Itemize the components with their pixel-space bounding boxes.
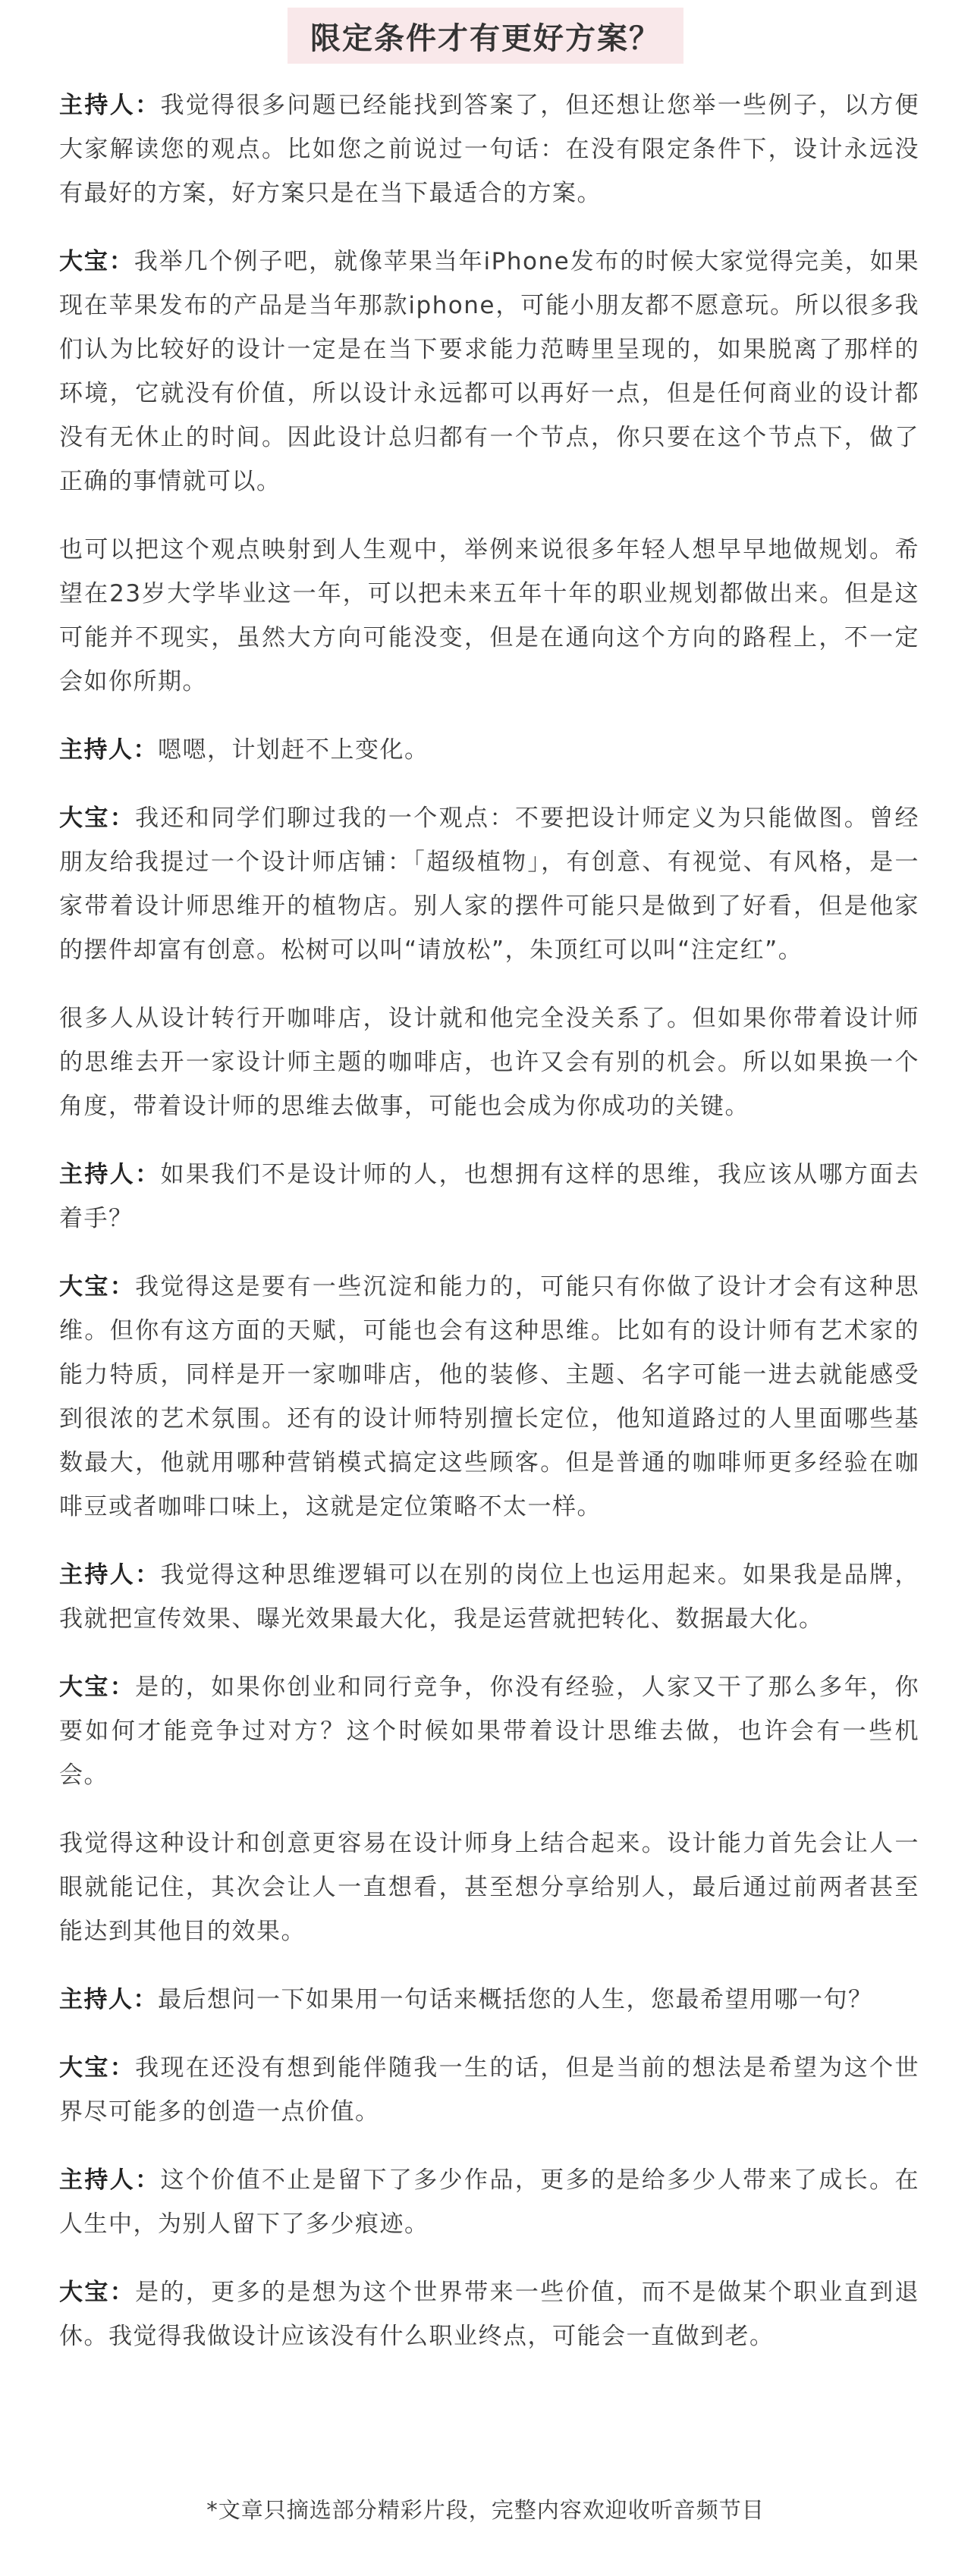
speaker-label: 大宝： (59, 2279, 136, 2306)
paragraph (59, 2158, 919, 2246)
paragraph-text: 如果我们不是设计师的人，也想拥有这样的思维，我应该从哪方面去着手？ (59, 1161, 919, 1232)
paragraph (59, 83, 919, 215)
paragraph (59, 240, 919, 504)
paragraph-text: 我举几个例子吧，就像苹果当年iPhone发布的时候大家觉得完美，如果现在苹果发布的产品是当年那款iphone，可能小朋友都不愿意玩。所以很多我们认为比较好的设计一定是在当下要求能力范畴里呈现的，如果脱离了那样的环境，它就没有价值，所以设计永远都可以再好一点，但是任何商业的设计都没有无休止的时间。因此设计总归都有一个节点，你只要在这个节点下，做了正确的事情就可以。 (59, 248, 920, 495)
paragraph-text: 是的，如果你创业和同行竞争，你没有经验，人家又干了那么多年，你要如何才能竞争过对方？这个时候如果带着设计思维去做，也许会有一些机会。 (59, 1674, 920, 1789)
speaker-label: 大宝： (59, 1273, 136, 1301)
speaker-label: 主持人： (59, 1986, 158, 2013)
paragraph (59, 2046, 919, 2134)
speaker-label: 主持人： (59, 1161, 161, 1188)
title-banner (288, 8, 683, 64)
speaker-label: 主持人： (59, 736, 158, 764)
speaker-label: 主持人： (59, 92, 161, 119)
speaker-label: 主持人： (59, 1561, 161, 1589)
paragraph (59, 1153, 919, 1241)
speaker-label: 大宝： (59, 248, 134, 275)
paragraph-text: 我觉得这是要有一些沉淀和能力的，可能只有你做了设计才会有这种思维。但你有这方面的天赋，可能也会有这种思维。比如有的设计师有艺术家的能力特质，同样是开一家咖啡店，他的装修、主题、名字可能一进去就能感受到很浓的艺术氛围。还有的设计师特别擅长定位，他知道路过的人里面哪些基数最大，他就用哪种营销模式搞定这些顾客。但是普通的咖啡师更多经验在咖啡豆或者咖啡口味上，这就是定位策略不太一样。 (59, 1273, 920, 1520)
article-body (59, 83, 919, 2383)
paragraph-text: 这个价值不止是留下了多少作品，更多的是给多少人带来了成长。在人生中，为别人留下了多少痕迹。 (59, 2167, 919, 2238)
paragraph (59, 796, 919, 972)
paragraph (59, 2270, 919, 2358)
paragraph-text: 我觉得这种设计和创意更容易在设计师身上结合起来。设计能力首先会让人一眼就能记住，其次会让人一直想看，甚至想分享给别人，最后通过前两者甚至能达到其他目的效果。 (59, 1830, 919, 1945)
paragraph (59, 1821, 919, 1953)
paragraph-text: 嗯嗯，计划赶不上变化。 (158, 736, 429, 764)
paragraph (59, 1265, 919, 1529)
paragraph (59, 728, 919, 772)
paragraph-text: 是的，更多的是想为这个世界带来一些价值，而不是做某个职业直到退休。我觉得我做设计应该没有什么职业终点，可能会一直做到老。 (59, 2279, 920, 2350)
paragraph-text: 我觉得这种思维逻辑可以在别的岗位上也运用起来。如果我是品牌，我就把宣传效果、曝光效果最大化，我是运营就把转化、数据最大化。 (59, 1561, 919, 1633)
paragraph (59, 528, 919, 704)
paragraph (59, 1978, 919, 2022)
paragraph-text: 很多人从设计转行开咖啡店，设计就和他完全没关系了。但如果你带着设计师的思维去开一家设计师主题的咖啡店，也许又会有别的机会。所以如果换一个角度，带着设计师的思维去做事，可能也会成为你成功的关键。 (59, 1005, 919, 1120)
page-title: 限定条件才有更好方案？ (310, 20, 661, 56)
paragraph (59, 1665, 919, 1797)
speaker-label: 大宝： (59, 805, 136, 832)
paragraph (59, 1553, 919, 1641)
paragraph (59, 996, 919, 1128)
footnote: *文章只摘选部分精彩片段，完整内容欢迎收听音频节目 (206, 2497, 765, 2523)
speaker-label: 主持人： (59, 2167, 161, 2194)
paragraph-text: 最后想问一下如果用一句话来概括您的人生，您最希望用哪一句？ (158, 1986, 873, 2013)
paragraph-text: 我还和同学们聊过我的一个观点：不要把设计师定义为只能做图。曾经朋友给我提过一个设计师店铺：「超级植物」，有创意、有视觉、有风格，是一家带着设计师思维开的植物店。别人家的摆件可能只是做到了好看，但是他家的摆件却富有创意。松树可以叫“请放松”，朱顶红可以叫“注定红”。 (59, 805, 920, 964)
speaker-label: 大宝： (59, 2054, 136, 2082)
paragraph-text: 也可以把这个观点映射到人生观中，举例来说很多年轻人想早早地做规划。希望在23岁大学毕业这一年，可以把未来五年十年的职业规划都做出来。但是这可能并不现实，虽然大方向可能没变，但是在通向这个方向的路程上，不一定会如你所期。 (59, 536, 919, 695)
paragraph-text: 我觉得很多问题已经能找到答案了，但还想让您举一些例子，以方便大家解读您的观点。比如您之前说过一句话：在没有限定条件下，设计永远没有最好的方案，好方案只是在当下最适合的方案。 (59, 92, 919, 207)
speaker-label: 大宝： (59, 1674, 136, 1701)
paragraph-text: 我现在还没有想到能伴随我一生的话，但是当前的想法是希望为这个世界尽可能多的创造一点价值。 (59, 2054, 920, 2126)
